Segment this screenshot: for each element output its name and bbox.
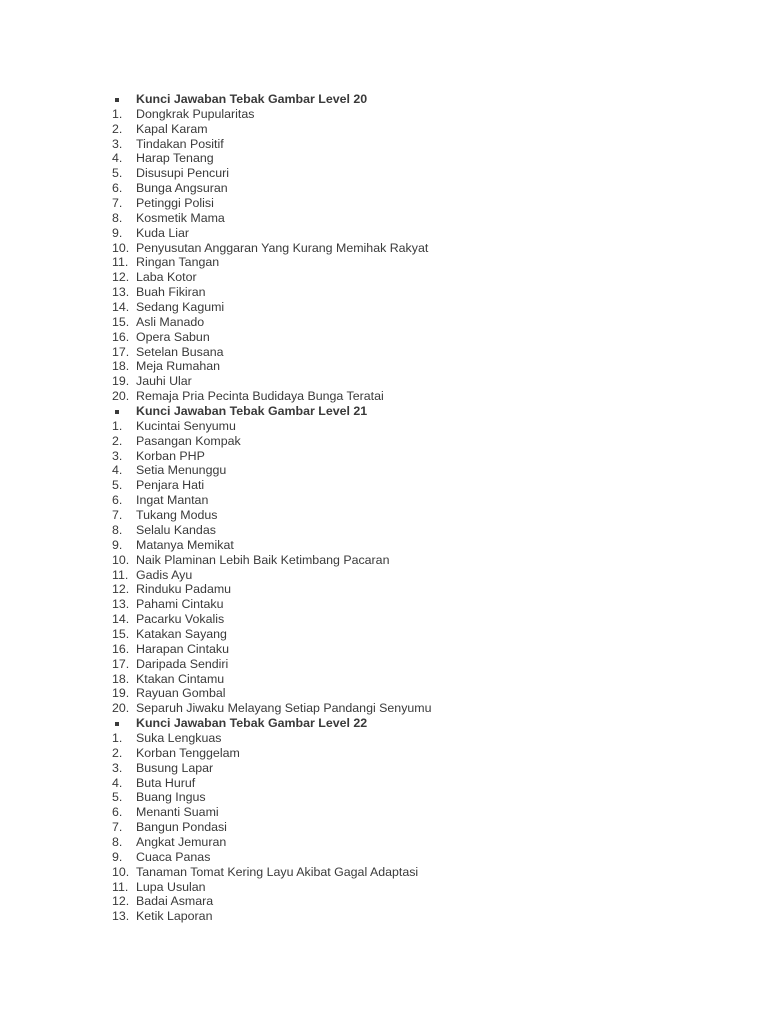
- list-item: [0, 285, 768, 300]
- list-item: [0, 880, 768, 895]
- list-item-number: 14.: [112, 612, 130, 627]
- section-heading-text: Kunci Jawaban Tebak Gambar Level 21: [136, 404, 368, 419]
- list-item-number: 14.: [112, 300, 130, 315]
- section-heading: [0, 404, 768, 419]
- list-item-number: 13.: [112, 285, 130, 300]
- section-heading: [0, 92, 768, 107]
- list-item-text: Remaja Pria Pecinta Budidaya Bunga Teratai: [136, 389, 384, 404]
- list-item-text: Matanya Memikat: [136, 537, 234, 552]
- document-page: [0, 92, 768, 924]
- list-item-number: 20.: [112, 389, 130, 404]
- list-item-number: 2.: [112, 433, 123, 448]
- list-item-number: 11.: [112, 567, 129, 582]
- list-item: [0, 389, 768, 404]
- list-item: [0, 478, 768, 493]
- list-item: [0, 894, 768, 909]
- list-item-number: 12.: [112, 894, 130, 909]
- list-item-text: Selalu Kandas: [136, 522, 216, 537]
- list-item-text: Korban PHP: [136, 448, 205, 463]
- list-item: [0, 255, 768, 270]
- list-item-number: 8.: [112, 522, 123, 537]
- list-item: [0, 374, 768, 389]
- list-item-number: 5.: [112, 478, 123, 493]
- list-item-text: Rayuan Gombal: [136, 686, 226, 701]
- answer-section: [0, 716, 768, 924]
- list-item: [0, 657, 768, 672]
- list-item: [0, 835, 768, 850]
- list-item-text: Pacarku Vokalis: [136, 612, 225, 627]
- list-item: [0, 434, 768, 449]
- list-item-number: 17.: [112, 344, 130, 359]
- section-heading-text: Kunci Jawaban Tebak Gambar Level 20: [136, 92, 368, 106]
- list-item-text: Sedang Kagumi: [136, 300, 225, 315]
- list-item-number: 10.: [112, 864, 130, 879]
- list-item-number: 3.: [112, 136, 123, 151]
- list-item-number: 9.: [112, 849, 123, 864]
- list-item: [0, 523, 768, 538]
- list-item: [0, 776, 768, 791]
- list-item-text: Bangun Pondasi: [136, 820, 227, 835]
- list-item: [0, 538, 768, 553]
- list-item-text: Cuaca Panas: [136, 849, 211, 864]
- list-item-number: 15.: [112, 314, 130, 329]
- list-item-text: Ingat Mantan: [136, 493, 209, 508]
- list-item-number: 1.: [112, 730, 123, 745]
- list-item: [0, 241, 768, 256]
- list-item: [0, 642, 768, 657]
- list-item-text: Busung Lapar: [136, 760, 214, 775]
- list-item: [0, 627, 768, 642]
- list-item-number: 7.: [112, 820, 123, 835]
- list-item-number: 4.: [112, 463, 123, 478]
- list-item: [0, 850, 768, 865]
- list-item-text: Separuh Jiwaku Melayang Setiap Pandangi Senyumu: [136, 701, 432, 716]
- list-item: [0, 463, 768, 478]
- list-item: [0, 196, 768, 211]
- list-item: [0, 508, 768, 523]
- list-item-text: Gadis Ayu: [136, 567, 193, 582]
- list-item-text: Naik Plaminan Lebih Baik Ketimbang Pacaran: [136, 552, 390, 567]
- square-bullet-icon: [115, 410, 119, 414]
- list-item-text: Tanaman Tomat Kering Layu Akibat Gagal Adaptasi: [136, 864, 419, 879]
- list-item: [0, 672, 768, 687]
- list-item-number: 4.: [112, 151, 123, 166]
- list-item-number: 11.: [112, 879, 129, 894]
- list-item: [0, 820, 768, 835]
- list-item-text: Daripada Sendiri: [136, 656, 229, 671]
- list-item-number: 18.: [112, 671, 130, 686]
- square-bullet-icon: [115, 98, 119, 102]
- list-item-text: Pahami Cintaku: [136, 597, 224, 612]
- list-item-text: Bunga Angsuran: [136, 181, 228, 196]
- section-heading-text: Kunci Jawaban Tebak Gambar Level 22: [136, 716, 368, 731]
- list-item: [0, 597, 768, 612]
- list-item-text: Kapal Karam: [136, 121, 208, 136]
- list-item-number: 19.: [112, 686, 130, 701]
- list-item-number: 1.: [112, 106, 123, 121]
- list-item: [0, 761, 768, 776]
- list-item-number: 12.: [112, 582, 130, 597]
- list-item-text: Harap Tenang: [136, 151, 214, 166]
- list-item-text: Setia Menunggu: [136, 463, 227, 478]
- list-item-number: 1.: [112, 418, 123, 433]
- list-item-text: Opera Sabun: [136, 329, 210, 344]
- answer-section: [0, 92, 768, 404]
- list-item-text: Setelan Busana: [136, 344, 224, 359]
- list-item-number: 4.: [112, 775, 123, 790]
- list-item-text: Katakan Sayang: [136, 626, 227, 641]
- list-item: [0, 226, 768, 241]
- list-item: [0, 568, 768, 583]
- list-item-number: 9.: [112, 537, 123, 552]
- list-item-text: Buta Huruf: [136, 775, 196, 790]
- list-item: [0, 419, 768, 434]
- list-item-number: 5.: [112, 790, 123, 805]
- list-item-number: 18.: [112, 359, 130, 374]
- list-item-number: 16.: [112, 329, 130, 344]
- list-item-text: Harapan Cintaku: [136, 641, 229, 656]
- list-item-text: Suka Lengkuas: [136, 730, 222, 745]
- list-item-number: 6.: [112, 181, 123, 196]
- list-item-text: Ringan Tangan: [136, 255, 220, 270]
- list-item-number: 6.: [112, 493, 123, 508]
- list-item-number: 7.: [112, 196, 123, 211]
- list-item-text: Ktakan Cintamu: [136, 671, 225, 686]
- list-item: [0, 137, 768, 152]
- list-item-number: 5.: [112, 166, 123, 181]
- list-item-text: Lupa Usulan: [136, 879, 206, 894]
- list-item-text: Ketik Laporan: [136, 909, 213, 924]
- list-item-number: 2.: [112, 121, 123, 136]
- list-item-number: 2.: [112, 745, 123, 760]
- list-item: [0, 107, 768, 122]
- list-item: [0, 909, 768, 924]
- answer-section: [0, 404, 768, 716]
- list-item: [0, 315, 768, 330]
- list-item: [0, 731, 768, 746]
- list-item: [0, 122, 768, 137]
- list-item: [0, 865, 768, 880]
- list-item: [0, 449, 768, 464]
- list-item-number: 3.: [112, 448, 123, 463]
- list-item-text: Rinduku Padamu: [136, 582, 232, 597]
- list-item-number: 9.: [112, 225, 123, 240]
- list-item: [0, 166, 768, 181]
- list-item-number: 8.: [112, 834, 123, 849]
- section-heading: [0, 716, 768, 731]
- list-item-number: 17.: [112, 656, 130, 671]
- list-item-number: 10.: [112, 240, 130, 255]
- list-item-number: 16.: [112, 641, 130, 656]
- list-item-number: 8.: [112, 210, 123, 225]
- list-item: [0, 790, 768, 805]
- list-item-text: Badai Asmara: [136, 894, 214, 909]
- list-item-text: Pasangan Kompak: [136, 433, 241, 448]
- list-item: [0, 582, 768, 597]
- list-item: [0, 359, 768, 374]
- list-item: [0, 330, 768, 345]
- list-item-text: Asli Manado: [136, 314, 205, 329]
- list-item: [0, 300, 768, 315]
- list-item-number: 15.: [112, 626, 130, 641]
- list-item-text: Korban Tenggelam: [136, 745, 240, 760]
- list-item-number: 10.: [112, 552, 130, 567]
- list-item-text: Jauhi Ular: [136, 374, 192, 389]
- list-item-number: 20.: [112, 701, 130, 716]
- list-item: [0, 493, 768, 508]
- list-item-number: 11.: [112, 255, 129, 270]
- list-item-text: Dongkrak Pupularitas: [136, 106, 255, 121]
- list-item-text: Buah Fikiran: [136, 285, 206, 300]
- list-item-text: Tukang Modus: [136, 508, 218, 523]
- list-item: [0, 345, 768, 360]
- list-item-text: Menanti Suami: [136, 805, 219, 820]
- list-item-number: 13.: [112, 909, 130, 924]
- list-item: [0, 701, 768, 716]
- list-item-text: Angkat Jemuran: [136, 834, 227, 849]
- list-item: [0, 181, 768, 196]
- list-item-number: 7.: [112, 508, 123, 523]
- list-item-number: 13.: [112, 597, 130, 612]
- list-item-text: Petinggi Polisi: [136, 196, 214, 211]
- list-item-text: Tindakan Positif: [136, 136, 224, 151]
- list-item: [0, 151, 768, 166]
- list-item-number: 19.: [112, 374, 130, 389]
- list-item-text: Kuda Liar: [136, 225, 190, 240]
- list-item-text: Meja Rumahan: [136, 359, 221, 374]
- list-item-text: Buang Ingus: [136, 790, 206, 805]
- list-item: [0, 612, 768, 627]
- list-item-text: Penjara Hati: [136, 478, 205, 493]
- list-item: [0, 805, 768, 820]
- list-item-text: Kosmetik Mama: [136, 210, 225, 225]
- list-item: [0, 553, 768, 568]
- list-item-text: Disusupi Pencuri: [136, 166, 229, 181]
- list-item: [0, 211, 768, 226]
- list-item: [0, 270, 768, 285]
- list-item: [0, 746, 768, 761]
- square-bullet-icon: [115, 722, 119, 726]
- list-item-number: 6.: [112, 805, 123, 820]
- list-item-number: 12.: [112, 270, 130, 285]
- list-item-text: Kucintai Senyumu: [136, 418, 236, 433]
- list-item: [0, 686, 768, 701]
- list-item-text: Laba Kotor: [136, 270, 197, 285]
- list-item-number: 3.: [112, 760, 123, 775]
- list-item-text: Penyusutan Anggaran Yang Kurang Memihak Rakyat: [136, 240, 429, 255]
